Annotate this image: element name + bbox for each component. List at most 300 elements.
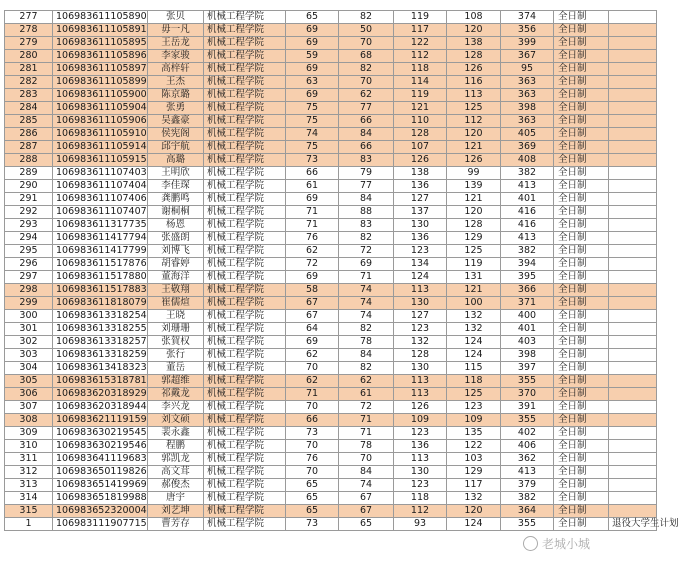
cell-college: 机械工程学院 xyxy=(204,219,286,232)
cell-exam-id: 106983650119826 xyxy=(53,466,148,479)
cell-total-score: 406 xyxy=(501,440,554,453)
cell-total-score: 367 xyxy=(501,50,554,63)
cell-score-math: 136 xyxy=(394,232,447,245)
cell-college: 机械工程学院 xyxy=(204,271,286,284)
cell-exam-id: 106983613318255 xyxy=(53,323,148,336)
table-row xyxy=(5,492,657,505)
cell-remark xyxy=(609,466,657,479)
cell-score-math: 114 xyxy=(394,76,447,89)
cell-college: 机械工程学院 xyxy=(204,50,286,63)
cell-study-mode: 全日制 xyxy=(554,388,609,401)
table-row xyxy=(5,245,657,258)
cell-score-politics: 69 xyxy=(286,89,339,102)
cell-college: 机械工程学院 xyxy=(204,63,286,76)
cell-college: 机械工程学院 xyxy=(204,232,286,245)
cell-score-politics: 70 xyxy=(286,440,339,453)
cell-college: 机械工程学院 xyxy=(204,245,286,258)
cell-score-math: 112 xyxy=(394,50,447,63)
cell-serial: 282 xyxy=(5,76,53,89)
cell-score-major: 120 xyxy=(447,206,501,219)
cell-college: 机械工程学院 xyxy=(204,401,286,414)
cell-serial: 315 xyxy=(5,505,53,518)
cell-name: 唐宇 xyxy=(148,492,204,505)
cell-study-mode: 全日制 xyxy=(554,401,609,414)
cell-study-mode: 全日制 xyxy=(554,505,609,518)
cell-score-math: 128 xyxy=(394,349,447,362)
cell-total-score: 399 xyxy=(501,37,554,50)
cell-score-english: 62 xyxy=(339,375,394,388)
cell-remark xyxy=(609,128,657,141)
table-row xyxy=(5,37,657,50)
cell-score-math: 119 xyxy=(394,89,447,102)
cell-score-english: 84 xyxy=(339,128,394,141)
cell-score-major: 124 xyxy=(447,349,501,362)
cell-total-score: 369 xyxy=(501,141,554,154)
table-row xyxy=(5,518,657,531)
cell-name: 李家骏 xyxy=(148,50,204,63)
cell-score-major: 129 xyxy=(447,466,501,479)
cell-remark xyxy=(609,258,657,271)
cell-score-politics: 65 xyxy=(286,492,339,505)
cell-name: 刘艺坤 xyxy=(148,505,204,518)
cell-exam-id: 106983611105900 xyxy=(53,89,148,102)
cell-college: 机械工程学院 xyxy=(204,89,286,102)
cell-score-politics: 67 xyxy=(286,297,339,310)
cell-score-major: 118 xyxy=(447,375,501,388)
cell-study-mode: 全日制 xyxy=(554,414,609,427)
cell-study-mode: 全日制 xyxy=(554,427,609,440)
table-row xyxy=(5,414,657,427)
cell-score-math: 113 xyxy=(394,388,447,401)
cell-score-politics: 73 xyxy=(286,427,339,440)
table-row xyxy=(5,206,657,219)
cell-name: 郭超维 xyxy=(148,375,204,388)
cell-score-math: 126 xyxy=(394,401,447,414)
cell-study-mode: 全日制 xyxy=(554,154,609,167)
cell-score-math: 112 xyxy=(394,505,447,518)
table-row xyxy=(5,24,657,37)
cell-score-major: 109 xyxy=(447,414,501,427)
cell-serial: 303 xyxy=(5,349,53,362)
cell-serial: 306 xyxy=(5,388,53,401)
cell-score-math: 130 xyxy=(394,297,447,310)
cell-exam-id: 106983613318259 xyxy=(53,349,148,362)
cell-college: 机械工程学院 xyxy=(204,310,286,323)
cell-remark xyxy=(609,89,657,102)
table-row xyxy=(5,232,657,245)
cell-study-mode: 全日制 xyxy=(554,466,609,479)
cell-serial: 304 xyxy=(5,362,53,375)
cell-score-math: 109 xyxy=(394,414,447,427)
cell-score-politics: 69 xyxy=(286,193,339,206)
cell-college: 机械工程学院 xyxy=(204,518,286,531)
cell-score-politics: 63 xyxy=(286,76,339,89)
cell-score-politics: 69 xyxy=(286,24,339,37)
table-row xyxy=(5,154,657,167)
cell-remark xyxy=(609,440,657,453)
score-table xyxy=(4,10,679,531)
cell-exam-id: 106983611107407 xyxy=(53,206,148,219)
cell-exam-id: 106983611517876 xyxy=(53,258,148,271)
cell-score-major: 121 xyxy=(447,141,501,154)
cell-remark xyxy=(609,453,657,466)
cell-score-english: 71 xyxy=(339,427,394,440)
cell-college: 机械工程学院 xyxy=(204,362,286,375)
cell-remark xyxy=(609,115,657,128)
cell-name: 王杰 xyxy=(148,76,204,89)
table-row xyxy=(5,193,657,206)
table-row xyxy=(5,219,657,232)
cell-total-score: 370 xyxy=(501,388,554,401)
cell-score-english: 67 xyxy=(339,505,394,518)
cell-serial: 305 xyxy=(5,375,53,388)
cell-college: 机械工程学院 xyxy=(204,258,286,271)
cell-study-mode: 全日制 xyxy=(554,362,609,375)
cell-study-mode: 全日制 xyxy=(554,323,609,336)
cell-score-major: 132 xyxy=(447,492,501,505)
cell-score-major: 108 xyxy=(447,11,501,24)
cell-serial: 292 xyxy=(5,206,53,219)
cell-score-math: 110 xyxy=(394,115,447,128)
cell-serial: 290 xyxy=(5,180,53,193)
cell-total-score: 379 xyxy=(501,479,554,492)
cell-score-english: 74 xyxy=(339,479,394,492)
cell-score-politics: 62 xyxy=(286,349,339,362)
cell-score-math: 113 xyxy=(394,453,447,466)
cell-name: 龚鹏鸣 xyxy=(148,193,204,206)
cell-score-major: 120 xyxy=(447,505,501,518)
cell-total-score: 416 xyxy=(501,206,554,219)
cell-total-score: 401 xyxy=(501,193,554,206)
cell-name: 胡睿婷 xyxy=(148,258,204,271)
cell-college: 机械工程学院 xyxy=(204,336,286,349)
cell-exam-id: 106983615318781 xyxy=(53,375,148,388)
cell-remark xyxy=(609,323,657,336)
cell-name: 董岳 xyxy=(148,362,204,375)
cell-exam-id: 106983651419969 xyxy=(53,479,148,492)
cell-serial: 283 xyxy=(5,89,53,102)
cell-total-score: 356 xyxy=(501,24,554,37)
cell-score-politics: 75 xyxy=(286,141,339,154)
cell-college: 机械工程学院 xyxy=(204,102,286,115)
cell-name: 吴鑫豪 xyxy=(148,115,204,128)
cell-serial: 294 xyxy=(5,232,53,245)
table-row xyxy=(5,167,657,180)
cell-study-mode: 全日制 xyxy=(554,50,609,63)
cell-score-english: 66 xyxy=(339,141,394,154)
cell-serial: 287 xyxy=(5,141,53,154)
cell-score-major: 100 xyxy=(447,297,501,310)
cell-score-english: 72 xyxy=(339,245,394,258)
cell-name: 程鹏 xyxy=(148,440,204,453)
cell-college: 机械工程学院 xyxy=(204,375,286,388)
cell-score-politics: 74 xyxy=(286,128,339,141)
cell-score-math: 134 xyxy=(394,258,447,271)
cell-remark xyxy=(609,167,657,180)
cell-score-english: 74 xyxy=(339,310,394,323)
cell-college: 机械工程学院 xyxy=(204,11,286,24)
cell-exam-id: 106983611105891 xyxy=(53,24,148,37)
cell-remark xyxy=(609,349,657,362)
cell-score-math: 117 xyxy=(394,24,447,37)
cell-remark xyxy=(609,310,657,323)
cell-score-politics: 70 xyxy=(286,401,339,414)
cell-remark xyxy=(609,24,657,37)
cell-exam-id: 106983613318257 xyxy=(53,336,148,349)
cell-serial: 314 xyxy=(5,492,53,505)
cell-remark: 退役大学生计划 xyxy=(609,518,657,531)
cell-score-politics: 66 xyxy=(286,167,339,180)
cell-study-mode: 全日制 xyxy=(554,167,609,180)
cell-study-mode: 全日制 xyxy=(554,336,609,349)
cell-score-english: 61 xyxy=(339,388,394,401)
cell-exam-id: 106983611417799 xyxy=(53,245,148,258)
cell-serial: 1 xyxy=(5,518,53,531)
cell-study-mode: 全日制 xyxy=(554,37,609,50)
cell-name: 董海洋 xyxy=(148,271,204,284)
cell-score-major: 123 xyxy=(447,401,501,414)
cell-score-english: 62 xyxy=(339,89,394,102)
cell-name: 张盛朗 xyxy=(148,232,204,245)
cell-serial: 286 xyxy=(5,128,53,141)
cell-score-math: 136 xyxy=(394,180,447,193)
cell-name: 郝俊杰 xyxy=(148,479,204,492)
cell-exam-id: 106983611105914 xyxy=(53,141,148,154)
cell-score-politics: 61 xyxy=(286,180,339,193)
cell-study-mode: 全日制 xyxy=(554,141,609,154)
cell-score-politics: 71 xyxy=(286,219,339,232)
cell-study-mode: 全日制 xyxy=(554,180,609,193)
cell-serial: 284 xyxy=(5,102,53,115)
cell-score-politics: 76 xyxy=(286,232,339,245)
cell-exam-id: 106983613318254 xyxy=(53,310,148,323)
cell-serial: 311 xyxy=(5,453,53,466)
cell-score-politics: 69 xyxy=(286,37,339,50)
cell-score-english: 82 xyxy=(339,362,394,375)
table-row xyxy=(5,388,657,401)
cell-study-mode: 全日制 xyxy=(554,440,609,453)
watermark xyxy=(523,535,590,552)
cell-total-score: 408 xyxy=(501,154,554,167)
cell-score-politics: 67 xyxy=(286,310,339,323)
cell-exam-id: 106983620318944 xyxy=(53,401,148,414)
cell-total-score: 355 xyxy=(501,518,554,531)
cell-exam-id: 106983611417794 xyxy=(53,232,148,245)
cell-exam-id: 106983641119683 xyxy=(53,453,148,466)
cell-score-english: 78 xyxy=(339,336,394,349)
cell-remark xyxy=(609,388,657,401)
cell-college: 机械工程学院 xyxy=(204,115,286,128)
cell-score-english: 84 xyxy=(339,466,394,479)
cell-remark xyxy=(609,284,657,297)
cell-score-math: 138 xyxy=(394,167,447,180)
table-row xyxy=(5,440,657,453)
cell-exam-id: 106983621119159 xyxy=(53,414,148,427)
cell-score-math: 113 xyxy=(394,284,447,297)
cell-total-score: 362 xyxy=(501,453,554,466)
cell-score-major: 117 xyxy=(447,479,501,492)
cell-serial: 289 xyxy=(5,167,53,180)
cell-total-score: 397 xyxy=(501,362,554,375)
cell-college: 机械工程学院 xyxy=(204,453,286,466)
cell-score-math: 118 xyxy=(394,492,447,505)
cell-score-politics: 71 xyxy=(286,388,339,401)
cell-score-english: 71 xyxy=(339,271,394,284)
cell-study-mode: 全日制 xyxy=(554,11,609,24)
table-row xyxy=(5,63,657,76)
cell-score-math: 123 xyxy=(394,427,447,440)
cell-total-score: 416 xyxy=(501,219,554,232)
cell-score-politics: 69 xyxy=(286,336,339,349)
cell-exam-id: 106983620318929 xyxy=(53,388,148,401)
cell-score-politics: 58 xyxy=(286,284,339,297)
cell-study-mode: 全日制 xyxy=(554,479,609,492)
cell-score-major: 119 xyxy=(447,258,501,271)
cell-college: 机械工程学院 xyxy=(204,349,286,362)
cell-remark xyxy=(609,232,657,245)
cell-college: 机械工程学院 xyxy=(204,427,286,440)
cell-study-mode: 全日制 xyxy=(554,518,609,531)
cell-score-english: 74 xyxy=(339,297,394,310)
cell-total-score: 355 xyxy=(501,375,554,388)
cell-college: 机械工程学院 xyxy=(204,323,286,336)
cell-serial: 302 xyxy=(5,336,53,349)
cell-remark xyxy=(609,245,657,258)
cell-score-math: 121 xyxy=(394,102,447,115)
cell-study-mode: 全日制 xyxy=(554,284,609,297)
cell-score-math: 130 xyxy=(394,362,447,375)
cell-name: 裴永鑫 xyxy=(148,427,204,440)
cell-score-politics: 66 xyxy=(286,414,339,427)
cell-remark xyxy=(609,219,657,232)
cell-total-score: 395 xyxy=(501,271,554,284)
cell-study-mode: 全日制 xyxy=(554,24,609,37)
cell-total-score: 398 xyxy=(501,102,554,115)
cell-study-mode: 全日制 xyxy=(554,297,609,310)
cell-score-major: 121 xyxy=(447,193,501,206)
cell-total-score: 382 xyxy=(501,492,554,505)
cell-remark xyxy=(609,401,657,414)
cell-score-politics: 73 xyxy=(286,154,339,167)
cell-serial: 307 xyxy=(5,401,53,414)
cell-name: 李兴龙 xyxy=(148,401,204,414)
cell-score-math: 113 xyxy=(394,375,447,388)
cell-score-politics: 65 xyxy=(286,505,339,518)
cell-score-english: 78 xyxy=(339,440,394,453)
cell-study-mode: 全日制 xyxy=(554,375,609,388)
cell-exam-id: 106983613418323 xyxy=(53,362,148,375)
cell-college: 机械工程学院 xyxy=(204,37,286,50)
cell-serial: 293 xyxy=(5,219,53,232)
cell-name: 谢桐桐 xyxy=(148,206,204,219)
cell-name: 曹芳存 xyxy=(148,518,204,531)
cell-score-math: 118 xyxy=(394,63,447,76)
cell-score-english: 69 xyxy=(339,258,394,271)
table-row xyxy=(5,336,657,349)
cell-score-english: 84 xyxy=(339,193,394,206)
cell-exam-id: 106983111907715 xyxy=(53,518,148,531)
cell-serial: 281 xyxy=(5,63,53,76)
cell-score-english: 68 xyxy=(339,50,394,63)
cell-exam-id: 106983611317735 xyxy=(53,219,148,232)
cell-remark xyxy=(609,193,657,206)
table-row xyxy=(5,76,657,89)
cell-score-politics: 69 xyxy=(286,63,339,76)
table-row xyxy=(5,453,657,466)
cell-name: 刘文硕 xyxy=(148,414,204,427)
cell-score-english: 83 xyxy=(339,219,394,232)
cell-score-english: 72 xyxy=(339,401,394,414)
cell-remark xyxy=(609,297,657,310)
cell-study-mode: 全日制 xyxy=(554,492,609,505)
cell-score-english: 50 xyxy=(339,24,394,37)
cell-college: 机械工程学院 xyxy=(204,479,286,492)
cell-college: 机械工程学院 xyxy=(204,284,286,297)
table-row xyxy=(5,258,657,271)
cell-score-politics: 65 xyxy=(286,479,339,492)
cell-score-major: 125 xyxy=(447,102,501,115)
cell-college: 机械工程学院 xyxy=(204,128,286,141)
cell-serial: 288 xyxy=(5,154,53,167)
cell-total-score: 394 xyxy=(501,258,554,271)
cell-exam-id: 106983611105906 xyxy=(53,115,148,128)
cell-serial: 310 xyxy=(5,440,53,453)
cell-total-score: 391 xyxy=(501,401,554,414)
cell-serial: 298 xyxy=(5,284,53,297)
cell-total-score: 413 xyxy=(501,180,554,193)
cell-college: 机械工程学院 xyxy=(204,388,286,401)
cell-score-major: 124 xyxy=(447,336,501,349)
cell-score-major: 115 xyxy=(447,362,501,375)
cell-total-score: 403 xyxy=(501,336,554,349)
cell-score-major: 121 xyxy=(447,284,501,297)
cell-college: 机械工程学院 xyxy=(204,141,286,154)
cell-study-mode: 全日制 xyxy=(554,89,609,102)
cell-total-score: 371 xyxy=(501,297,554,310)
table-row xyxy=(5,323,657,336)
cell-name: 邱宇航 xyxy=(148,141,204,154)
cell-score-math: 137 xyxy=(394,206,447,219)
cell-remark xyxy=(609,180,657,193)
cell-score-politics: 69 xyxy=(286,271,339,284)
cell-score-major: 135 xyxy=(447,427,501,440)
cell-score-politics: 62 xyxy=(286,245,339,258)
table-row xyxy=(5,349,657,362)
cell-score-math: 127 xyxy=(394,310,447,323)
table-row xyxy=(5,466,657,479)
cell-name: 王敬翔 xyxy=(148,284,204,297)
cell-serial: 280 xyxy=(5,50,53,63)
table-row xyxy=(5,50,657,63)
table-row xyxy=(5,284,657,297)
cell-remark xyxy=(609,102,657,115)
cell-serial: 285 xyxy=(5,115,53,128)
cell-college: 机械工程学院 xyxy=(204,505,286,518)
cell-study-mode: 全日制 xyxy=(554,310,609,323)
cell-name: 张賀权 xyxy=(148,336,204,349)
cell-score-major: 99 xyxy=(447,167,501,180)
cell-score-english: 70 xyxy=(339,76,394,89)
cell-remark xyxy=(609,479,657,492)
cell-score-politics: 59 xyxy=(286,50,339,63)
cell-college: 机械工程学院 xyxy=(204,466,286,479)
cell-remark xyxy=(609,336,657,349)
cell-college: 机械工程学院 xyxy=(204,206,286,219)
cell-study-mode: 全日制 xyxy=(554,453,609,466)
cell-exam-id: 106983611107406 xyxy=(53,193,148,206)
cell-study-mode: 全日制 xyxy=(554,76,609,89)
cell-score-major: 125 xyxy=(447,245,501,258)
